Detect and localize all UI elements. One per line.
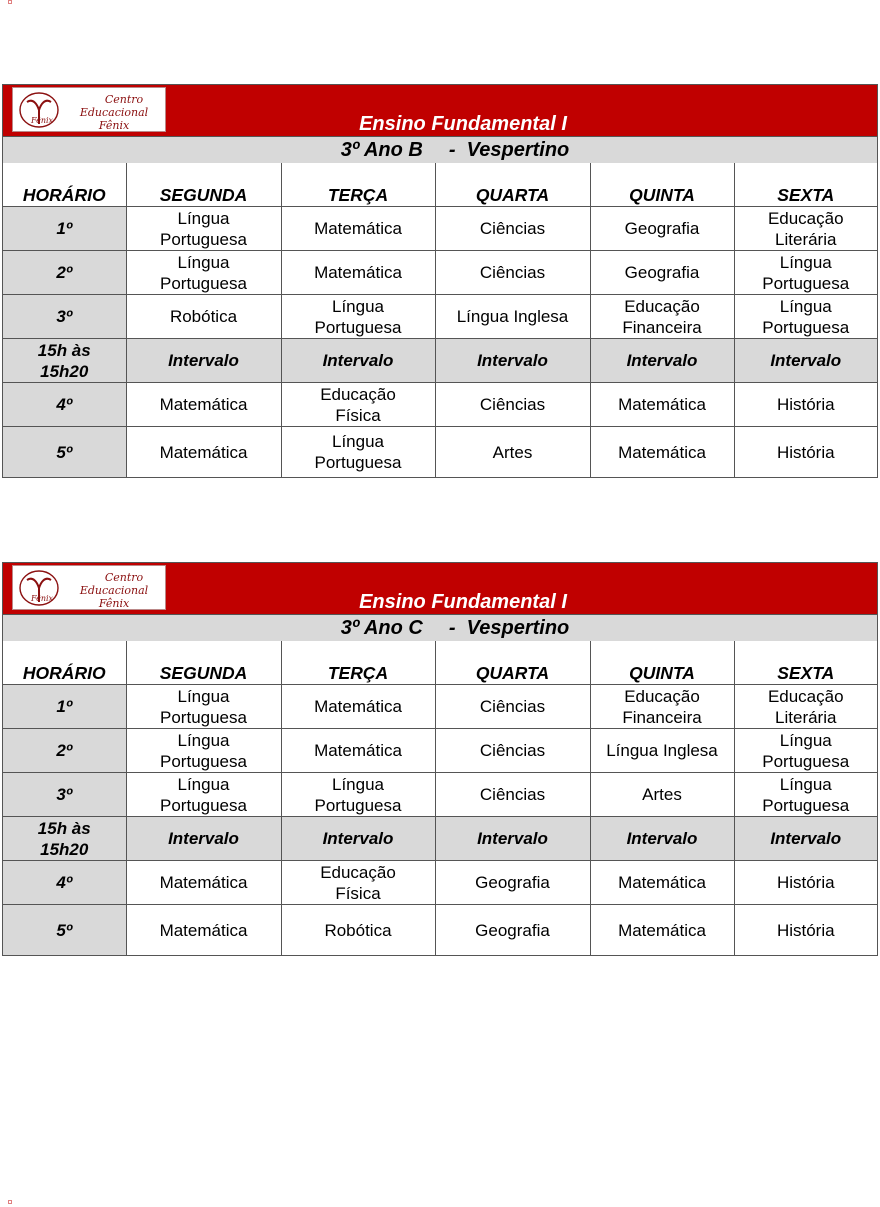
subject-cell: Artes bbox=[435, 427, 590, 478]
svg-text:Fênix: Fênix bbox=[31, 594, 54, 603]
subject-cell: Intervalo bbox=[126, 817, 281, 861]
subject-cell: História bbox=[734, 905, 877, 956]
subject-cell: Educação Financeira bbox=[590, 295, 734, 339]
period-cell: 15h às 15h20 bbox=[3, 339, 126, 383]
subject-cell: Matemática bbox=[590, 905, 734, 956]
subject-cell: Língua Inglesa bbox=[590, 729, 734, 773]
subject-cell: Matemática bbox=[281, 685, 435, 729]
table-row bbox=[3, 251, 877, 295]
period-cell: 4º bbox=[3, 383, 126, 427]
level-title: Ensino Fundamental I bbox=[359, 591, 567, 613]
banner bbox=[3, 85, 877, 136]
column-header: SEGUNDA bbox=[126, 641, 281, 685]
subject-cell: Matemática bbox=[126, 861, 281, 905]
subject-cell: Intervalo bbox=[590, 817, 734, 861]
column-header: HORÁRIO bbox=[3, 163, 126, 207]
table-row bbox=[3, 773, 877, 817]
subject-cell: História bbox=[734, 383, 877, 427]
period-cell: 4º bbox=[3, 861, 126, 905]
subject-cell: Ciências bbox=[435, 207, 590, 251]
subject-cell: Educação Física bbox=[281, 383, 435, 427]
subject-cell: Língua Portuguesa bbox=[126, 729, 281, 773]
period-cell: 2º bbox=[3, 251, 126, 295]
subject-cell: Matemática bbox=[590, 427, 734, 478]
class-name: 3º Ano B bbox=[340, 139, 423, 161]
subject-cell: Língua Portuguesa bbox=[281, 773, 435, 817]
subject-cell: Ciências bbox=[435, 729, 590, 773]
subject-cell: Educação Literária bbox=[734, 685, 877, 729]
subject-cell: Intervalo bbox=[734, 339, 877, 383]
column-header: QUARTA bbox=[435, 163, 590, 207]
level-title: Ensino Fundamental I bbox=[359, 113, 567, 135]
subject-cell: Geografia bbox=[435, 905, 590, 956]
subject-cell: Educação Financeira bbox=[590, 685, 734, 729]
subject-cell: Robótica bbox=[281, 905, 435, 956]
subject-cell: Língua Portuguesa bbox=[281, 427, 435, 478]
subject-cell: Língua Portuguesa bbox=[734, 729, 877, 773]
subject-cell: Intervalo bbox=[435, 817, 590, 861]
period-cell: 1º bbox=[3, 685, 126, 729]
column-header: QUINTA bbox=[590, 641, 734, 685]
subject-cell: Matemática bbox=[590, 861, 734, 905]
column-header: TERÇA bbox=[281, 163, 435, 207]
column-header: SEXTA bbox=[734, 163, 877, 207]
subject-cell: Geografia bbox=[435, 861, 590, 905]
subject-cell: Educação Física bbox=[281, 861, 435, 905]
logo-line-2: Educacional Fênix bbox=[79, 106, 149, 132]
subject-cell: Matemática bbox=[590, 383, 734, 427]
table-row bbox=[3, 295, 877, 339]
corner-mark-bottom bbox=[8, 1200, 12, 1204]
subject-cell: História bbox=[734, 861, 877, 905]
subject-cell: Geografia bbox=[590, 207, 734, 251]
subject-cell: Intervalo bbox=[281, 339, 435, 383]
subject-cell: Matemática bbox=[126, 905, 281, 956]
subject-cell: Língua Portuguesa bbox=[734, 773, 877, 817]
header-row bbox=[3, 163, 877, 207]
class-separator: - bbox=[448, 617, 456, 639]
subject-cell: Língua Portuguesa bbox=[734, 251, 877, 295]
subject-cell: Língua Portuguesa bbox=[126, 685, 281, 729]
period-cell: 2º bbox=[3, 729, 126, 773]
subject-cell: Ciências bbox=[435, 685, 590, 729]
subject-cell: Matemática bbox=[126, 383, 281, 427]
column-header: HORÁRIO bbox=[3, 641, 126, 685]
table-row bbox=[3, 905, 877, 956]
table-row bbox=[3, 427, 877, 478]
subject-cell: Matemática bbox=[281, 251, 435, 295]
column-header: SEGUNDA bbox=[126, 163, 281, 207]
subject-cell: Intervalo bbox=[590, 339, 734, 383]
period-cell: 5º bbox=[3, 427, 126, 478]
subject-cell: Ciências bbox=[435, 383, 590, 427]
class-name: 3º Ano C bbox=[340, 617, 423, 639]
subject-cell: Intervalo bbox=[734, 817, 877, 861]
header-row bbox=[3, 641, 877, 685]
table-row bbox=[3, 685, 877, 729]
table-row bbox=[3, 861, 877, 905]
logo-line-1: Centro bbox=[104, 571, 144, 584]
subject-cell: Matemática bbox=[281, 729, 435, 773]
subject-cell: Língua Portuguesa bbox=[281, 295, 435, 339]
subject-cell: Língua Portuguesa bbox=[126, 251, 281, 295]
banner bbox=[3, 563, 877, 614]
period-cell: 5º bbox=[3, 905, 126, 956]
schedule-3-ano-c bbox=[2, 562, 878, 956]
timetable bbox=[3, 163, 877, 477]
table-row bbox=[3, 207, 877, 251]
subject-cell: Ciências bbox=[435, 251, 590, 295]
subject-cell: Artes bbox=[590, 773, 734, 817]
class-separator: - bbox=[448, 139, 456, 161]
schedule-3-ano-b bbox=[2, 84, 878, 478]
period-cell: 3º bbox=[3, 773, 126, 817]
subject-cell: História bbox=[734, 427, 877, 478]
corner-mark-top bbox=[8, 0, 12, 4]
class-shift: Vespertino bbox=[466, 617, 570, 639]
column-header: TERÇA bbox=[281, 641, 435, 685]
column-header: SEXTA bbox=[734, 641, 877, 685]
subject-cell: Robótica bbox=[126, 295, 281, 339]
subject-cell: Matemática bbox=[126, 427, 281, 478]
subject-cell: Língua Portuguesa bbox=[126, 773, 281, 817]
subject-cell: Intervalo bbox=[281, 817, 435, 861]
svg-text:Fênix: Fênix bbox=[31, 116, 54, 125]
class-title bbox=[3, 614, 877, 641]
subject-cell: Intervalo bbox=[126, 339, 281, 383]
class-title bbox=[3, 136, 877, 163]
break-row bbox=[3, 339, 877, 383]
subject-cell: Língua Portuguesa bbox=[734, 295, 877, 339]
period-cell: 1º bbox=[3, 207, 126, 251]
subject-cell: Matemática bbox=[281, 207, 435, 251]
subject-cell: Língua Inglesa bbox=[435, 295, 590, 339]
logo-line-2: Educacional Fênix bbox=[79, 584, 149, 610]
period-cell: 3º bbox=[3, 295, 126, 339]
subject-cell: Ciências bbox=[435, 773, 590, 817]
logo-line-1: Centro bbox=[104, 93, 144, 106]
class-shift: Vespertino bbox=[466, 139, 570, 161]
timetable bbox=[3, 641, 877, 955]
column-header: QUINTA bbox=[590, 163, 734, 207]
subject-cell: Intervalo bbox=[435, 339, 590, 383]
subject-cell: Educação Literária bbox=[734, 207, 877, 251]
column-header: QUARTA bbox=[435, 641, 590, 685]
subject-cell: Geografia bbox=[590, 251, 734, 295]
break-row bbox=[3, 817, 877, 861]
period-cell: 15h às 15h20 bbox=[3, 817, 126, 861]
subject-cell: Língua Portuguesa bbox=[126, 207, 281, 251]
table-row bbox=[3, 729, 877, 773]
table-row bbox=[3, 383, 877, 427]
